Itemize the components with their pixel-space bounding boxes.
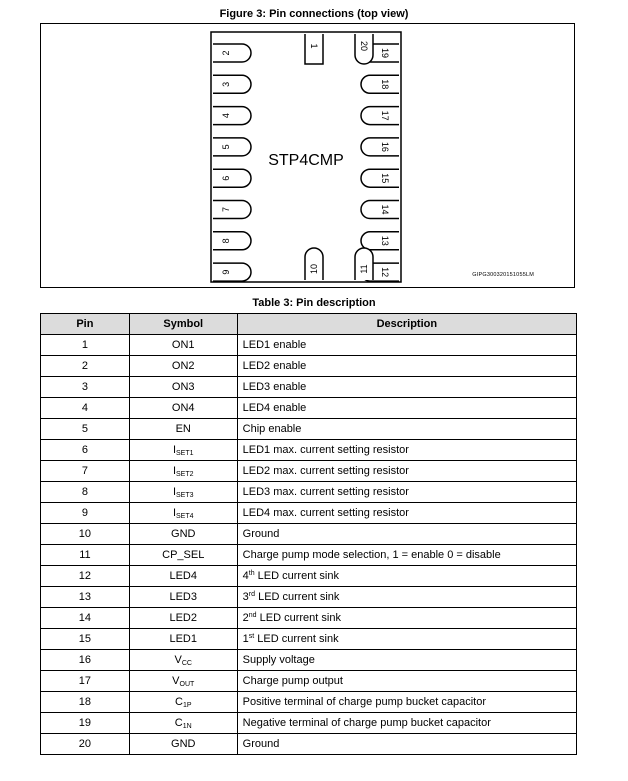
table-row [41,356,577,377]
pin-symbol: $C_{1N}$ [129,713,237,734]
right-pin-number: 14 [380,204,390,215]
header-pin: Pin [41,314,130,335]
table-row [41,545,577,566]
top-pin-number: 1 [309,43,319,49]
pin-number: 17 [41,671,130,692]
pin-description: 2nd LED current sink [237,608,576,629]
package-drawing [41,24,576,289]
pin-description: Charge pump output [237,671,576,692]
pin-symbol: CP_SEL [129,545,237,566]
table-row [41,335,577,356]
pin-symbol: LED1 [129,629,237,650]
pin-description: LED1 enable [237,335,576,356]
pin-table [40,313,577,755]
pin-description: Charge pump mode selection, 1 = enable 0 = disable [237,545,576,566]
table-row [41,713,577,734]
pin-number: 8 [41,482,130,503]
right-pin-number: 17 [380,110,390,121]
pin-description: LED2 enable [237,356,576,377]
left-pin-number: 5 [221,144,231,150]
pin-description: Positive terminal of charge pump bucket capacitor [237,692,576,713]
pin-number: 16 [41,650,130,671]
pin-symbol: LED2 [129,608,237,629]
pin-symbol: LED3 [129,587,237,608]
figure-title: Figure 3: Pin connections (top view) [219,8,409,20]
table-row [41,419,577,440]
pin-diagram [40,23,575,288]
pin-number: 19 [41,713,130,734]
table-row [41,377,577,398]
bottom-pin-number: 10 [309,263,319,275]
table-row [41,692,577,713]
bottom-pin-number: 11 [359,264,369,274]
pin-number: 4 [41,398,130,419]
pin-number: 13 [41,587,130,608]
right-pin-number: 18 [380,79,390,90]
pin-number: 2 [41,356,130,377]
left-pin-pad [213,263,251,281]
pin-symbol: ON1 [129,335,237,356]
pin-number: 14 [41,608,130,629]
pin-number: 6 [41,440,130,461]
table-row [41,461,577,482]
pin-number: 1 [41,335,130,356]
pin-number: 9 [41,503,130,524]
left-pin-pad [213,75,251,93]
table-row [41,587,577,608]
table-row [41,608,577,629]
pin-number: 15 [41,629,130,650]
pin-number: 12 [41,566,130,587]
top-pin-number: 20 [359,40,369,52]
table-row [41,650,577,671]
pin-description: LED4 max. current setting resistor [237,503,576,524]
pin-symbol: $C_{1P}$ [129,692,237,713]
pin-description: LED3 enable [237,377,576,398]
pin-symbol: LED4 [129,566,237,587]
right-pin-number: 16 [380,141,390,152]
pin-number: 10 [41,524,130,545]
table-row [41,566,577,587]
pin-description: Ground [237,734,576,755]
right-pin-number: 15 [380,173,390,184]
left-pin-number: 8 [221,238,231,244]
right-pin-number: 13 [380,235,390,246]
table-row [41,503,577,524]
pin-number: 5 [41,419,130,440]
left-pin-pad [213,169,251,187]
figure-code: GIPG300320151055LM [472,272,534,278]
pin-symbol: $I_{SET2}$ [129,461,237,482]
pin-description: 1st LED current sink [237,629,576,650]
top-pin-pad [305,34,323,64]
pin-description: Chip enable [237,419,576,440]
pin-description: 4th LED current sink [237,566,576,587]
pin-description: Ground [237,524,576,545]
table-row [41,482,577,503]
pin-symbol: GND [129,734,237,755]
pin-number: 7 [41,461,130,482]
left-pin-pad [213,138,251,156]
table-row [41,398,577,419]
pin-symbol: $I_{SET1}$ [129,440,237,461]
table-row [41,440,577,461]
pin-description: Supply voltage [237,650,576,671]
right-pin-number: 19 [380,47,390,59]
pin-symbol: GND [129,524,237,545]
pin-symbol: $I_{SET3}$ [129,482,237,503]
pin-number: 3 [41,377,130,398]
left-pin-number: 3 [221,81,231,87]
pin-description: Negative terminal of charge pump bucket capacitor [237,713,576,734]
pin-description: LED4 enable [237,398,576,419]
table-row [41,671,577,692]
pin-description: LED3 max. current setting resistor [237,482,576,503]
header-symbol: Symbol [129,314,237,335]
left-pin-number: 6 [221,175,231,181]
pin-symbol: ON3 [129,377,237,398]
pin-symbol: $V_{OUT}$ [129,671,237,692]
pin-number: 18 [41,692,130,713]
left-pin-number: 9 [221,269,231,275]
left-pin-number: 4 [221,113,231,119]
right-pin-number: 12 [380,267,390,278]
right-pin-pad [361,201,399,219]
chip-label: STP4CMP [268,152,344,169]
left-pin-pad [213,232,251,250]
table-row [41,524,577,545]
table-row [41,629,577,650]
bottom-pin-pad [355,248,373,280]
pin-symbol: $I_{SET4}$ [129,503,237,524]
table-row [41,734,577,755]
left-pin-pad [213,44,251,62]
pin-number: 11 [41,545,130,566]
table-title: Table 3: Pin description [252,297,376,309]
pin-number: 20 [41,734,130,755]
left-pin-pad [213,201,251,219]
header-description: Description [237,314,576,335]
pin-symbol: EN [129,419,237,440]
table-header-row [41,314,577,335]
left-pin-pad [213,107,251,125]
left-pin-number: 2 [221,50,231,56]
pin-symbol: ON2 [129,356,237,377]
pin-description: 3rd LED current sink [237,587,576,608]
pin-description: LED2 max. current setting resistor [237,461,576,482]
pin-symbol: $V_{CC}$ [129,650,237,671]
pin-symbol: ON4 [129,398,237,419]
pin-description: LED1 max. current setting resistor [237,440,576,461]
left-pin-number: 7 [221,206,231,213]
